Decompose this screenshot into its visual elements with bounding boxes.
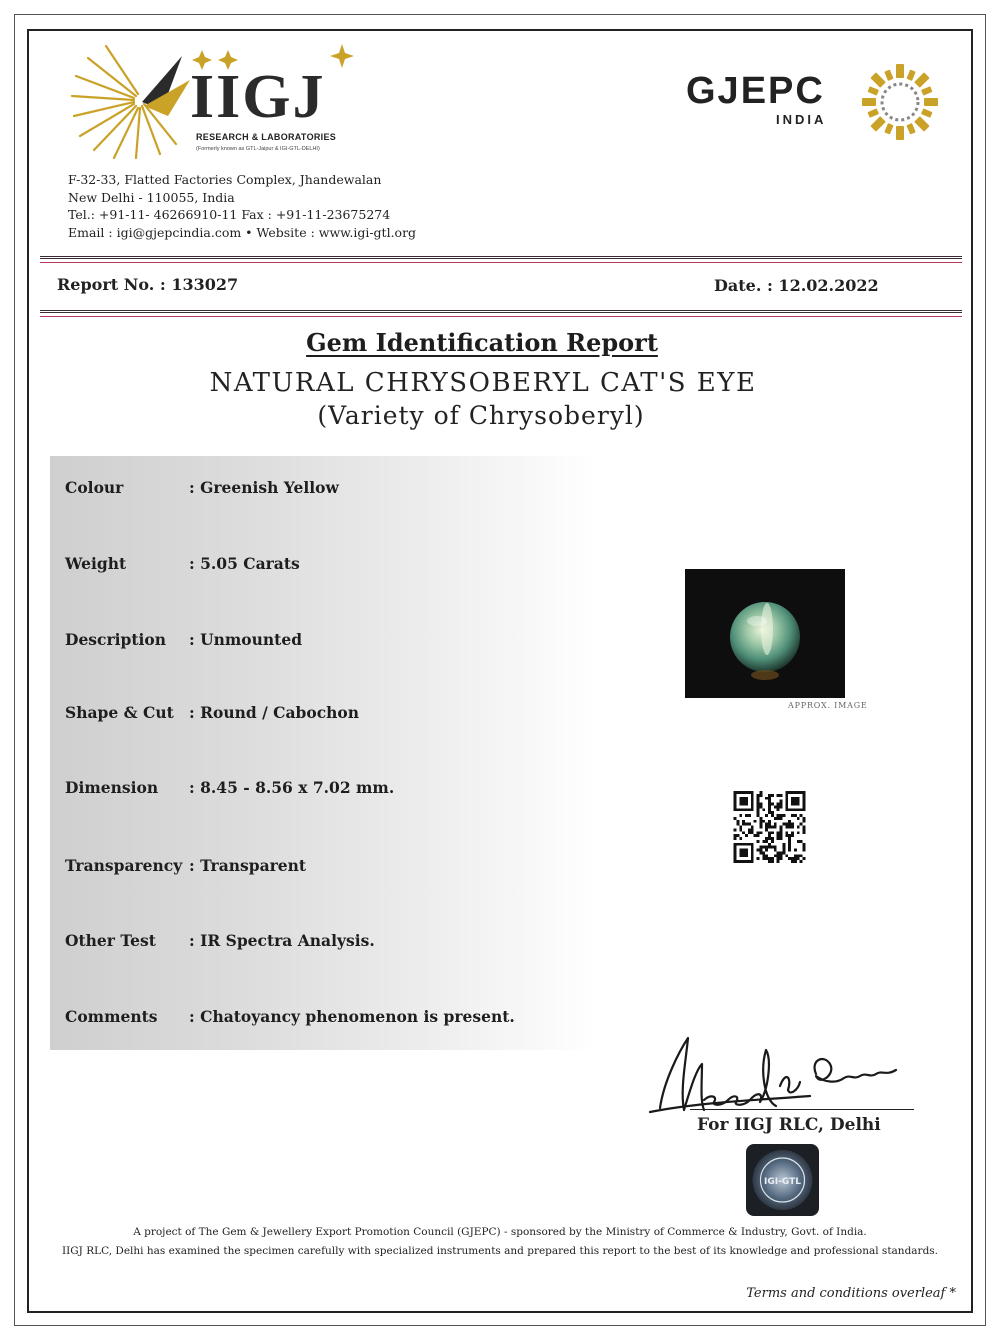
address-line: New Delhi - 110055, India (68, 189, 235, 205)
report-date: Date. : 12.02.2022 (714, 276, 879, 295)
hologram-seal-icon (745, 1143, 820, 1217)
detail-value: : Transparent (189, 856, 307, 875)
hologram-text: IGI-GTL (764, 1177, 801, 1187)
detail-value: : IR Spectra Analysis. (189, 931, 375, 950)
signature-icon (640, 1030, 920, 1125)
lab-address (68, 171, 416, 241)
detail-label: Transparency (65, 856, 183, 875)
detail-label: Other Test (65, 931, 156, 950)
detail-value: : Greenish Yellow (189, 478, 339, 497)
detail-label: Colour (65, 478, 124, 497)
detail-value: : Unmounted (189, 630, 303, 649)
detail-row-colour (0, 478, 600, 508)
detail-value: : 8.45 - 8.56 x 7.02 mm. (189, 778, 395, 797)
gem-name: NATURAL CHRYSOBERYL CAT'S EYE (209, 368, 757, 398)
detail-row-transparency (0, 856, 600, 886)
address-line: Tel.: +91-11- 46266910-11 Fax : +91-11-23675274 (68, 207, 391, 222)
divider-top (40, 256, 962, 261)
detail-label: Dimension (65, 778, 159, 797)
gjepc-logo-text: GJEPC (686, 70, 825, 112)
signature-line (690, 1109, 914, 1110)
gjepc-logo-country: INDIA (776, 112, 827, 127)
detail-value: : Chatoyancy phenomenon is present. (189, 1007, 515, 1026)
detail-row-other-test (0, 931, 600, 961)
detail-row-comments (0, 1007, 600, 1037)
photo-caption: APPROX. IMAGE (788, 701, 868, 710)
footer-project-note: A project of The Gem & Jewellery Export Promotion Council (GJEPC) - sponsored by the Ministry of Commerce & Industry, Govt. of India. (133, 1226, 867, 1238)
lab-subtitle: RESEARCH & LABORATORIES (196, 132, 337, 142)
detail-row-weight (0, 554, 600, 584)
terms-note: Terms and conditions overleaf * (746, 1286, 956, 1301)
detail-label: Shape & Cut (65, 703, 174, 722)
detail-label: Description (65, 630, 167, 649)
address-line: F-32-33, Flatted Factories Complex, Jhandewalan (68, 172, 382, 187)
report-number: Report No. : 133027 (57, 275, 239, 294)
qr-code-icon[interactable] (733, 791, 806, 863)
detail-value: : Round / Cabochon (189, 703, 360, 722)
detail-row-dimension (0, 778, 600, 808)
divider-bottom (40, 310, 962, 315)
lab-former-names: (Formerly known as GTL-Jaipur & IGI-GTL-DELHI) (196, 146, 320, 152)
detail-label: Weight (65, 554, 127, 573)
footer-disclaimer: IIGJ RLC, Delhi has examined the specimen carefully with specialized instruments and prepared this report to the best of its knowledge and professional standards. (61, 1245, 939, 1257)
cabochon-gem-icon (685, 569, 845, 698)
detail-row-description (0, 630, 600, 660)
signed-for: For IIGJ RLC, Delhi (697, 1115, 881, 1135)
iigj-logo-text: IIGJ (190, 63, 326, 131)
report-title: Gem Identification Report (306, 328, 658, 357)
detail-label: Comments (65, 1007, 158, 1026)
gem-photo (685, 569, 845, 698)
address-line: Email : igi@gjepcindia.com • Website : www.igi-gtl.org (68, 224, 417, 240)
detail-row-shape-cut (0, 703, 600, 733)
gem-variety: (Variety of Chrysoberyl) (317, 401, 645, 430)
detail-value: : 5.05 Carats (189, 554, 300, 573)
